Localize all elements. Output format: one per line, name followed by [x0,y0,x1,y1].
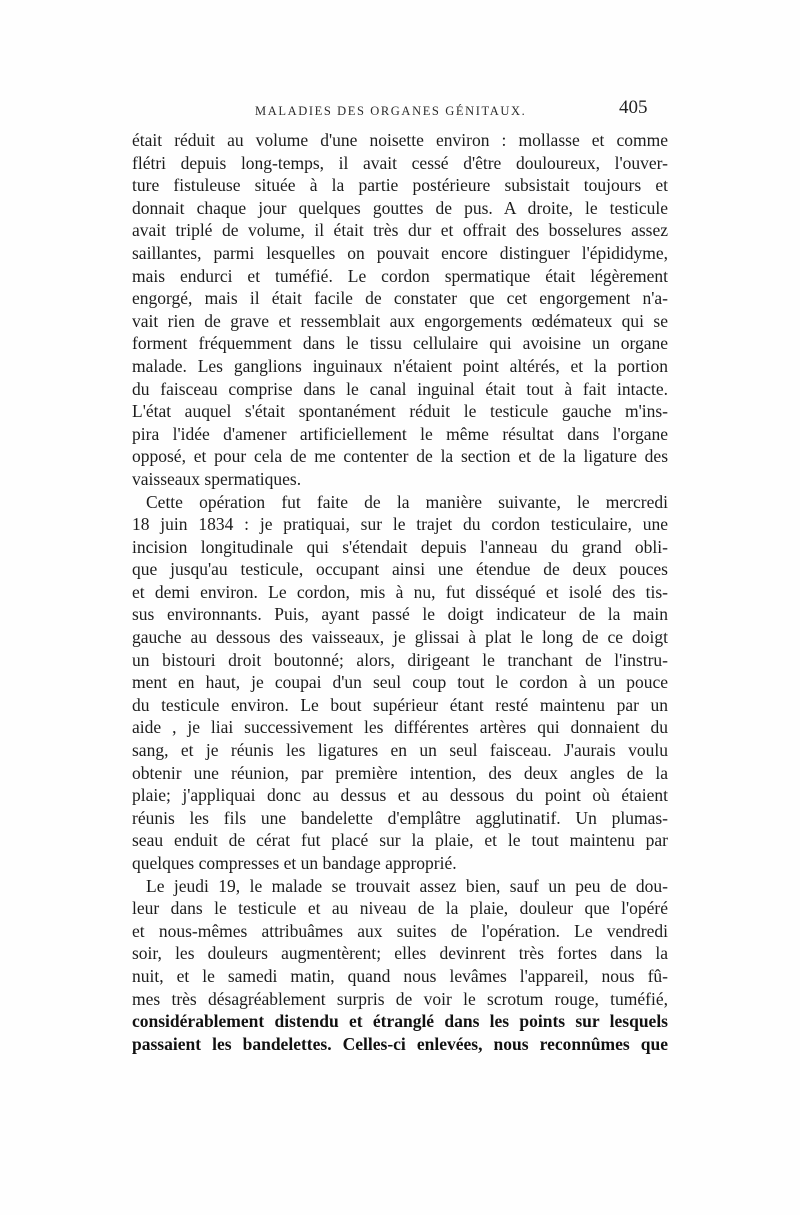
text-line: passaient les bandelettes. Celles-ci enlevées, nous reconnûmes que [132,1033,668,1054]
text-line: sang, et je réunis les ligatures en un seul faisceau. J'aurais voulu [132,740,668,761]
text-line: pira l'idée d'amener artificiellement le même résultat dans l'organe [132,423,668,444]
text-line: ment en haut, je coupai d'un seul coup tout le cordon à un pouce [132,672,668,693]
text-line: du faisceau comprise dans le canal inguinal était tout à fait intacte. [132,378,668,399]
text-line: était réduit au volume d'une noisette environ : mollasse et comme [132,130,668,150]
text-line: plaie; j'appliquai donc au dessus et au dessous du point où étaient [132,785,668,806]
text-line: leur dans le testicule et au niveau de la plaie, douleur que l'opéré [132,898,668,919]
text-line: que jusqu'au testicule, occupant ainsi une étendue de deux pouces [132,559,668,580]
page-number: 405 [619,97,648,118]
text-line: et demi environ. Le cordon, mis à nu, fut disséqué et isolé des tis- [132,581,668,602]
paragraph-start-line: Cette opération fut faite de la manière suivante, le mercredi [146,491,668,512]
text-line: nuit, et le samedi matin, quand nous levâmes l'appareil, nous fû- [132,965,668,986]
body-text [132,129,668,1069]
running-title: MALADIES DES ORGANES GÉNITAUX. [255,104,527,118]
text-line: malade. Les ganglions inguinaux n'étaient point altérés, et la portion [132,355,668,376]
text-line: soir, les douleurs augmentèrent; elles devinrent très fortes dans la [132,943,668,964]
text-line: mes très désagréablement surpris de voir le scrotum rouge, tuméfié, [132,988,668,1009]
text-line: incision longitudinale qui s'étendait depuis l'anneau du grand obli- [132,536,668,557]
text-line: engorgé, mais il était facile de constater que cet engorgement n'a- [132,288,668,309]
paragraph-start-line: Le jeudi 19, le malade se trouvait assez bien, sauf un peu de dou- [146,875,668,896]
text-line: du testicule environ. Le bout supérieur étant resté maintenu par un [132,694,668,715]
text-line: saillantes, parmi lesquelles on pouvait encore distinguer l'épididyme, [132,242,668,263]
text-line: considérablement distendu et étranglé dans les points sur lesquels [132,1011,668,1032]
text-line: vait rien de grave et ressemblait aux engorgements œdémateux qui se [132,310,668,331]
text-line: mais endurci et tuméfié. Le cordon spermatique était légèrement [132,265,668,286]
text-line: forment fréquemment dans le tissu cellulaire qui avoisine un organe [132,333,668,354]
text-line: opposé, et pour cela de me contenter de la section et de la ligature des [132,446,668,467]
paragraph-end-line: quelques compresses et un bandage approprié. [132,853,457,873]
text-line: un bistouri droit boutonné; alors, dirigeant le tranchant de l'instru- [132,649,668,670]
text-line: et nous-mêmes attribuâmes aux suites de l'opération. Le vendredi [132,920,668,941]
text-line: obtenir une réunion, par première intention, des deux angles de la [132,762,668,783]
paragraph-end-line: vaisseaux spermatiques. [132,468,302,489]
text-line: sus environnants. Puis, ayant passé le doigt indicateur de la main [132,604,668,625]
text-line: 18 juin 1834 : je pratiquai, sur le trajet du cordon testiculaire, une [132,514,668,535]
text-line: seau enduit de cérat fut placé sur la plaie, et le tout maintenu par [132,830,668,851]
text-line: flétri depuis long-temps, il avait cessé d'être douloureux, l'ouver- [132,152,668,173]
text-line: L'état auquel s'était spontanément réduit le testicule gauche m'ins- [132,401,668,422]
text-line: réunis les fils une bandelette d'emplâtre agglutinatif. Un plumas- [132,807,668,828]
text-line: ture fistuleuse située à la partie postérieure subsistait toujours et [132,175,668,196]
text-line: gauche au dessous des vaisseaux, je glissai à plat le long de ce doigt [132,627,668,648]
text-line: donnait chaque jour quelques gouttes de pus. A droite, le testicule [132,197,668,218]
text-line: avait triplé de volume, il était très dur et offrait des bosselures assez [132,220,668,241]
text-line: aide , je liai successivement les différentes artères qui donnaient du [132,717,668,738]
